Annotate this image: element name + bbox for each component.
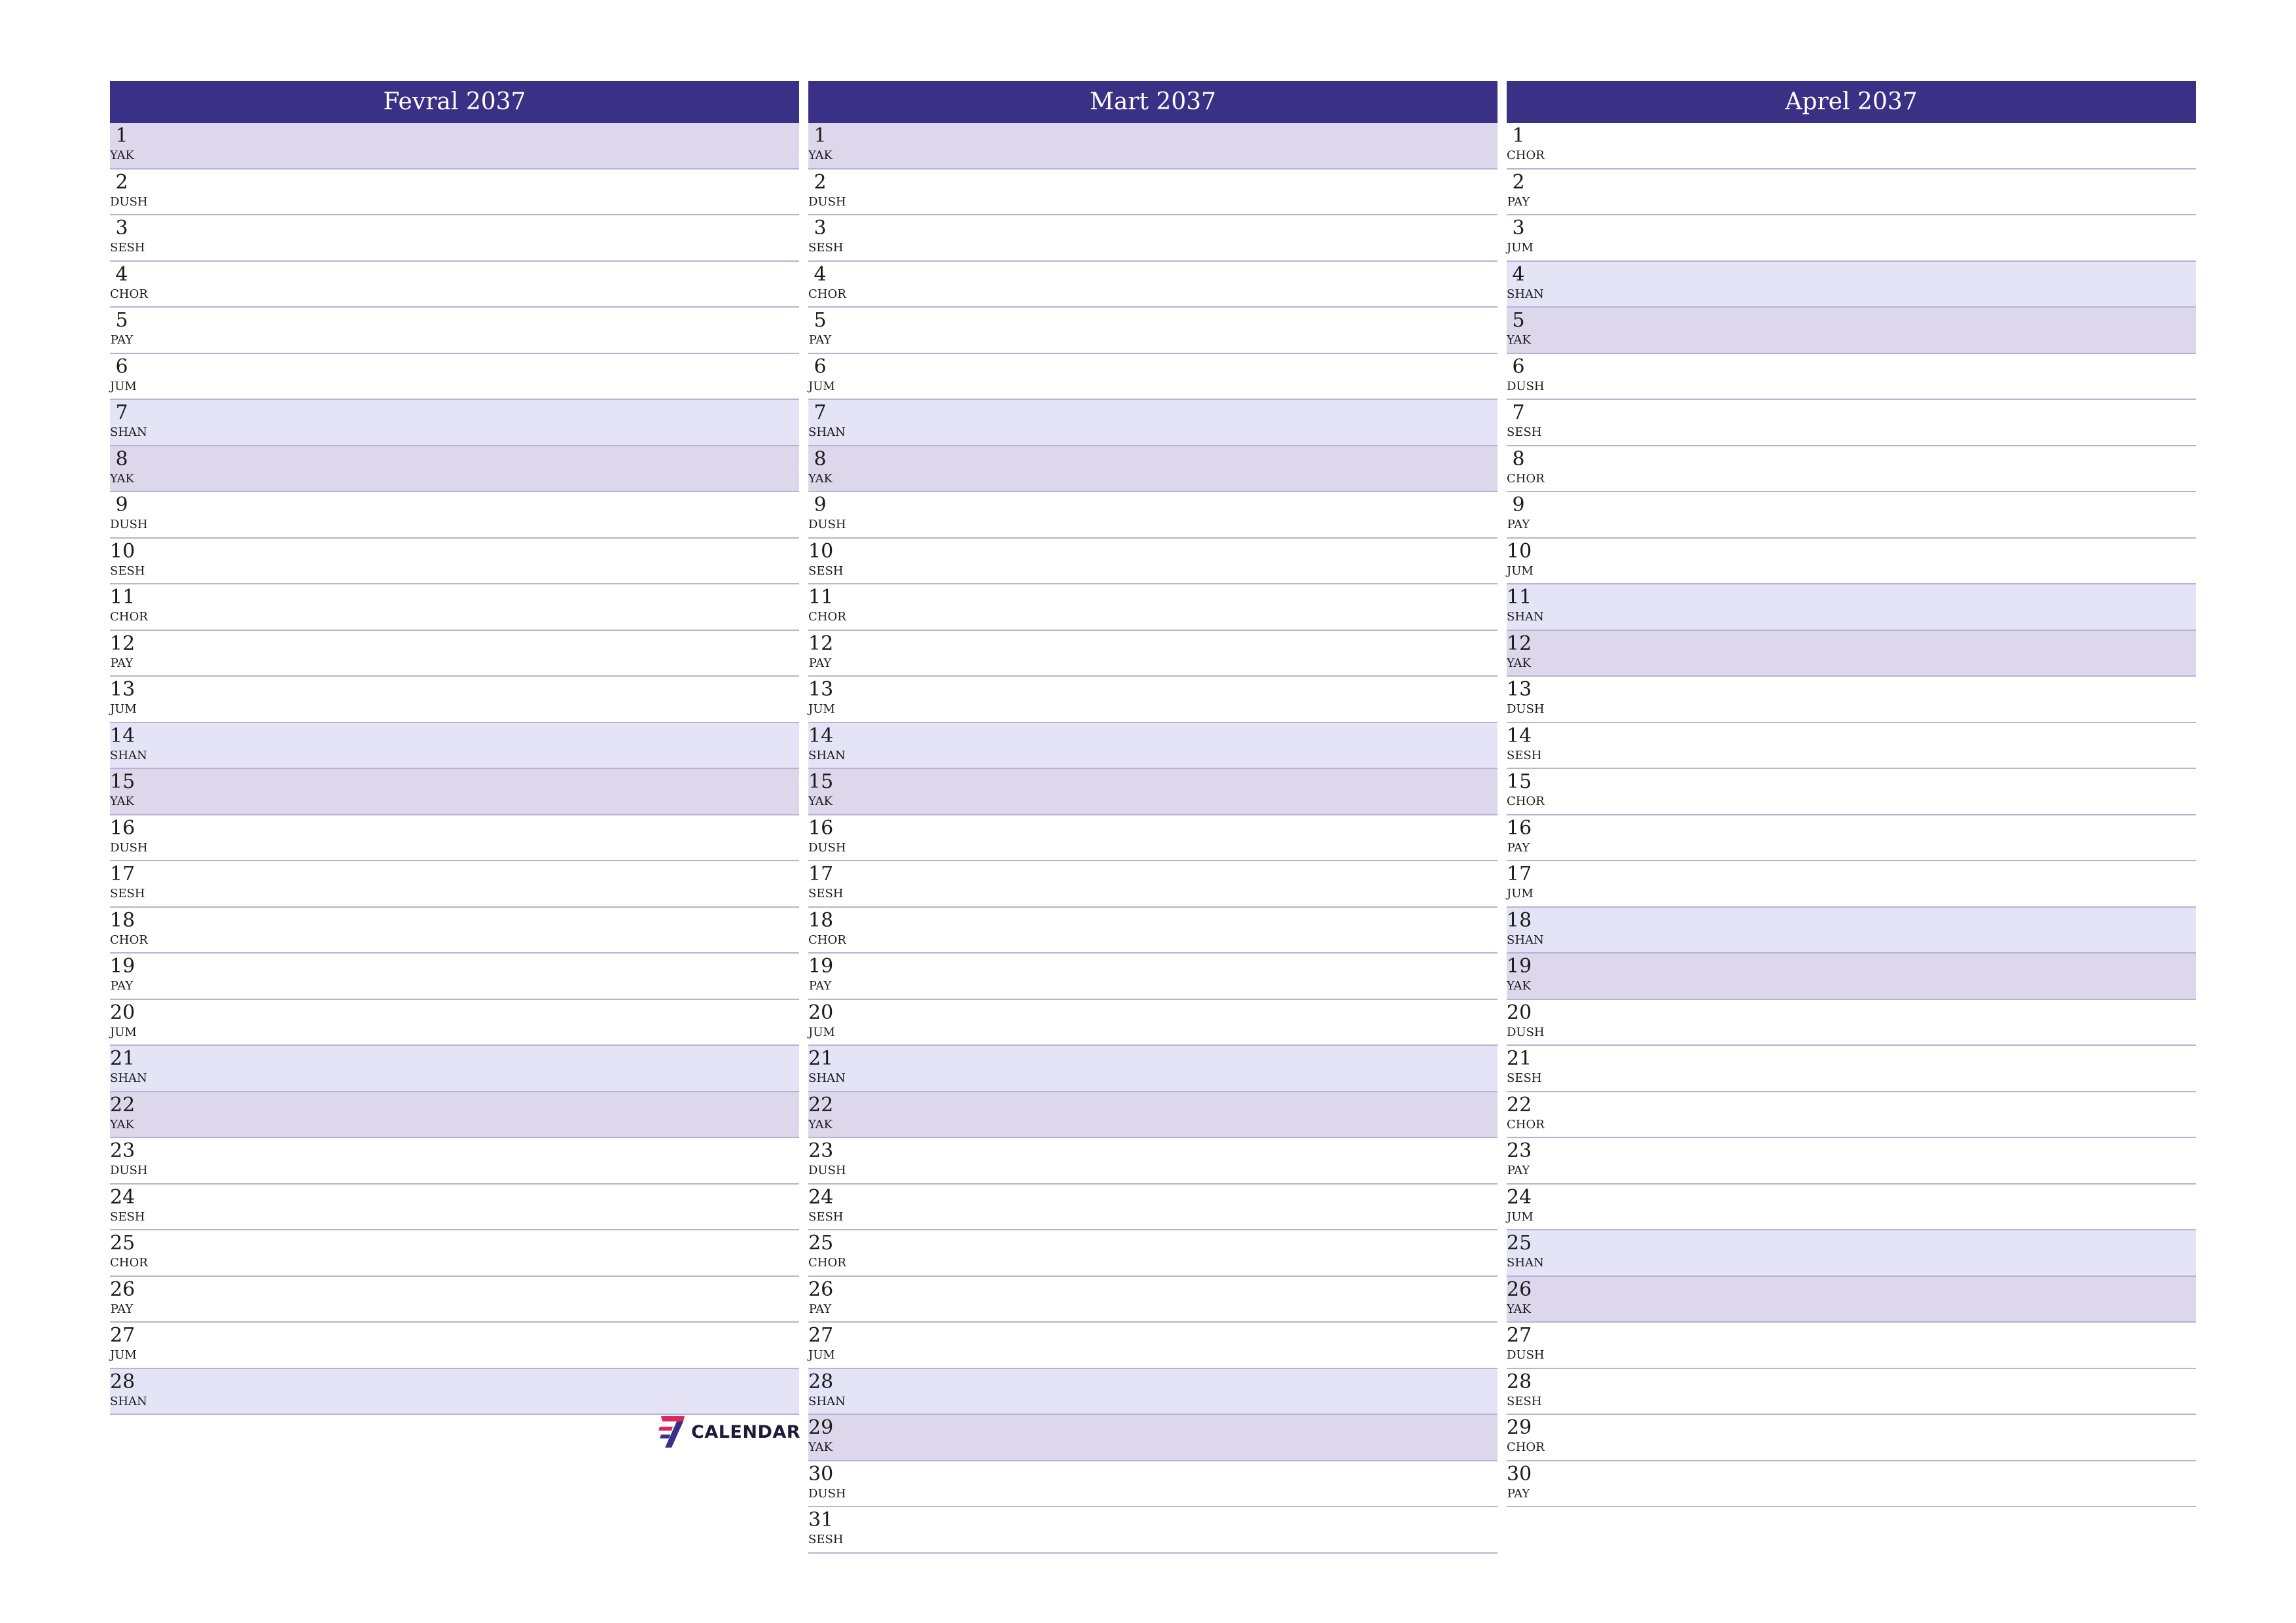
day-row (110, 723, 799, 770)
day-number: 3 (115, 217, 128, 240)
day-of-week: SHAN (1507, 287, 1544, 301)
day-of-week: SHAN (110, 748, 147, 762)
day-number: 13 (1507, 678, 1532, 701)
day-of-week: PAY (110, 333, 134, 347)
day-row (110, 861, 799, 908)
day-of-week: DUSH (110, 518, 148, 531)
day-row (1507, 308, 2196, 354)
day-row (808, 262, 1498, 308)
day-of-week: PAY (1507, 518, 1530, 531)
day-number: 29 (808, 1416, 834, 1439)
day-of-week: SESH (110, 887, 145, 901)
day-number: 18 (110, 908, 135, 932)
day-row (808, 492, 1498, 539)
day-of-week: YAK (1507, 979, 1531, 993)
day-row (808, 1507, 1498, 1554)
day-row (110, 1277, 799, 1323)
day-of-week: PAY (808, 979, 832, 993)
day-of-week: DUSH (1507, 1025, 1545, 1039)
day-row (808, 400, 1498, 446)
day-row (808, 723, 1498, 770)
day-row (1507, 1415, 2196, 1461)
day-row (110, 123, 799, 169)
day-of-week: JUM (808, 1348, 835, 1362)
day-of-week: PAY (1507, 194, 1530, 209)
day-of-week: JUM (110, 379, 137, 393)
day-number: 22 (808, 1093, 834, 1116)
day-number: 26 (110, 1277, 135, 1301)
day-number: 27 (1507, 1324, 1532, 1347)
day-row (1507, 815, 2196, 862)
day-of-week: SHAN (808, 748, 846, 762)
day-row (1507, 215, 2196, 262)
day-number: 25 (808, 1232, 834, 1255)
day-row (808, 1000, 1498, 1046)
day-of-week: JUM (110, 1348, 137, 1362)
day-row (808, 1461, 1498, 1508)
day-of-week: SESH (110, 241, 145, 255)
day-row (808, 1415, 1498, 1461)
day-of-week: DUSH (808, 518, 846, 531)
day-number: 14 (808, 724, 834, 747)
day-number: 17 (1507, 863, 1532, 885)
month-title: Mart 2037 (808, 81, 1498, 123)
day-row (110, 677, 799, 723)
day-of-week: SESH (808, 1209, 844, 1224)
day-of-week: YAK (808, 471, 833, 486)
day-row (1507, 1000, 2196, 1046)
day-row (1507, 1230, 2196, 1277)
day-row (1507, 400, 2196, 446)
day-of-week: JUM (808, 379, 835, 393)
day-of-week: CHOR (808, 1256, 846, 1270)
day-of-week: SESH (808, 1533, 844, 1546)
day-number: 28 (1507, 1370, 1532, 1393)
day-row (110, 1138, 799, 1185)
logo-text: CALENDAR (691, 1421, 801, 1442)
day-number: 27 (110, 1324, 135, 1347)
day-row (110, 1185, 799, 1231)
day-row (808, 1046, 1498, 1092)
day-row (1507, 677, 2196, 723)
day-of-week: DUSH (808, 1486, 846, 1501)
day-number: 14 (1507, 724, 1532, 747)
day-row (110, 769, 799, 815)
day-of-week: SESH (1507, 1071, 1542, 1085)
day-number: 29 (1507, 1416, 1532, 1439)
month-column-april (1507, 81, 2196, 1507)
day-number: 19 (1507, 955, 1532, 978)
day-row (110, 446, 799, 493)
day-of-week: CHOR (1507, 1440, 1545, 1454)
day-number: 16 (110, 816, 135, 840)
day-of-week: DUSH (1507, 379, 1545, 393)
day-row (1507, 1369, 2196, 1416)
day-number: 12 (1507, 632, 1532, 655)
day-number: 22 (1507, 1093, 1532, 1116)
day-row (1507, 354, 2196, 401)
day-number: 8 (1512, 447, 1525, 471)
day-of-week: PAY (808, 656, 832, 670)
day-of-week: SHAN (110, 425, 147, 439)
day-number: 16 (808, 816, 834, 840)
day-of-week: SESH (110, 563, 145, 578)
day-number: 28 (110, 1370, 135, 1393)
day-row (808, 1323, 1498, 1369)
day-of-week: CHOR (1507, 794, 1545, 808)
day-number: 21 (110, 1047, 135, 1070)
day-number: 18 (808, 908, 834, 932)
day-number: 3 (814, 217, 827, 240)
day-row (808, 769, 1498, 815)
day-number: 11 (1507, 586, 1532, 609)
day-number: 18 (1507, 908, 1532, 932)
day-number: 14 (110, 724, 135, 747)
day-number: 1 (115, 124, 128, 147)
day-of-week: PAY (110, 656, 134, 670)
day-row (110, 354, 799, 401)
day-of-week: SHAN (1507, 1256, 1544, 1270)
month-title: Fevral 2037 (110, 81, 799, 123)
day-row (110, 954, 799, 1000)
day-of-week: JUM (1507, 1209, 1534, 1224)
day-of-week: JUM (808, 702, 835, 716)
day-row (1507, 1277, 2196, 1323)
day-row (1507, 584, 2196, 631)
day-of-week: JUM (1507, 563, 1534, 578)
day-of-week: JUM (110, 702, 137, 716)
day-number: 30 (1507, 1462, 1532, 1486)
day-number: 26 (808, 1277, 834, 1301)
day-row (808, 1138, 1498, 1185)
day-number: 12 (808, 632, 834, 655)
day-row (1507, 954, 2196, 1000)
day-row (808, 1185, 1498, 1231)
day-of-week: YAK (110, 149, 134, 162)
day-row (1507, 1138, 2196, 1185)
day-number: 25 (110, 1232, 135, 1255)
day-number: 2 (1512, 170, 1525, 194)
day-of-week: SHAN (808, 1394, 846, 1408)
day-number: 7 (1512, 401, 1525, 424)
day-of-week: CHOR (808, 933, 846, 947)
day-of-week: DUSH (110, 194, 148, 209)
day-row (110, 262, 799, 308)
day-row (110, 908, 799, 954)
day-number: 10 (808, 539, 834, 563)
day-number: 31 (808, 1508, 834, 1531)
day-row (808, 954, 1498, 1000)
day-row (808, 308, 1498, 354)
day-row (110, 1000, 799, 1046)
day-number: 27 (808, 1324, 834, 1347)
day-of-week: YAK (1507, 333, 1531, 347)
day-number: 4 (115, 262, 128, 286)
day-of-week: PAY (110, 979, 134, 993)
day-row (808, 446, 1498, 493)
month-column-february (110, 81, 799, 1415)
day-row (808, 631, 1498, 677)
day-number: 16 (1507, 816, 1532, 840)
day-number: 12 (110, 632, 135, 655)
day-of-week: YAK (808, 794, 833, 808)
day-row (808, 123, 1498, 169)
day-of-week: YAK (808, 1440, 833, 1454)
day-row (808, 169, 1498, 216)
day-row (808, 1230, 1498, 1277)
day-number: 6 (814, 355, 827, 378)
day-of-week: PAY (110, 1302, 134, 1316)
day-number: 15 (808, 770, 834, 793)
day-row (110, 539, 799, 585)
day-number: 20 (1507, 1001, 1532, 1024)
day-row (110, 631, 799, 677)
day-number: 1 (1512, 124, 1525, 147)
day-number: 19 (110, 955, 135, 978)
day-of-week: CHOR (1507, 1117, 1545, 1132)
day-number: 24 (808, 1185, 834, 1209)
day-number: 28 (808, 1370, 834, 1393)
day-of-week: SESH (808, 241, 844, 255)
day-of-week: SHAN (808, 425, 846, 439)
day-row (110, 169, 799, 216)
day-list (808, 123, 1498, 1554)
day-number: 7 (115, 401, 128, 424)
day-row (808, 215, 1498, 262)
calendar-logo (657, 1414, 800, 1450)
day-number: 4 (814, 262, 827, 286)
day-number: 21 (1507, 1047, 1532, 1070)
day-row (110, 1230, 799, 1277)
day-row (1507, 123, 2196, 169)
day-of-week: PAY (1507, 1164, 1530, 1177)
day-row (1507, 262, 2196, 308)
day-row (808, 861, 1498, 908)
day-of-week: PAY (808, 333, 832, 347)
day-row (808, 1092, 1498, 1139)
day-of-week: CHOR (110, 1256, 148, 1270)
day-of-week: YAK (110, 794, 134, 808)
day-of-week: DUSH (110, 1164, 148, 1177)
day-of-week: SESH (1507, 1394, 1542, 1408)
day-row (110, 584, 799, 631)
day-of-week: YAK (110, 471, 134, 486)
day-of-week: DUSH (110, 840, 148, 855)
day-row (1507, 1323, 2196, 1369)
month-title: Aprel 2037 (1507, 81, 2196, 123)
day-of-week: SHAN (110, 1394, 147, 1408)
day-row (1507, 169, 2196, 216)
day-number: 7 (814, 401, 827, 424)
day-number: 10 (1507, 539, 1532, 563)
day-row (1507, 769, 2196, 815)
day-row (1507, 1185, 2196, 1231)
day-number: 3 (1512, 217, 1525, 240)
day-row (808, 584, 1498, 631)
day-row (110, 1046, 799, 1092)
day-number: 13 (110, 678, 135, 701)
day-row (1507, 631, 2196, 677)
day-of-week: YAK (1507, 1302, 1531, 1316)
day-number: 24 (110, 1185, 135, 1209)
day-of-week: DUSH (808, 194, 846, 209)
day-number: 9 (115, 493, 128, 516)
day-row (110, 1092, 799, 1139)
day-number: 5 (115, 309, 128, 332)
day-row (1507, 861, 2196, 908)
day-of-week: PAY (1507, 1486, 1530, 1501)
day-row (110, 1369, 799, 1416)
day-row (808, 815, 1498, 862)
day-of-week: YAK (808, 1117, 833, 1132)
day-number: 6 (115, 355, 128, 378)
day-number: 21 (808, 1047, 834, 1070)
day-of-week: SESH (110, 1209, 145, 1224)
day-number: 2 (814, 170, 827, 194)
day-number: 8 (115, 447, 128, 471)
day-number: 22 (110, 1093, 135, 1116)
day-of-week: YAK (1507, 656, 1531, 670)
day-number: 19 (808, 955, 834, 978)
day-of-week: DUSH (1507, 702, 1545, 716)
day-of-week: CHOR (110, 610, 148, 624)
day-number: 30 (808, 1462, 834, 1486)
day-row (808, 1277, 1498, 1323)
day-of-week: SHAN (1507, 933, 1544, 947)
day-of-week: CHOR (808, 610, 846, 624)
day-of-week: SESH (1507, 425, 1542, 439)
day-row (110, 400, 799, 446)
day-number: 11 (110, 586, 135, 609)
day-number: 2 (115, 170, 128, 194)
day-of-week: DUSH (808, 840, 846, 855)
day-row (110, 215, 799, 262)
day-number: 23 (1507, 1139, 1532, 1162)
day-of-week: CHOR (110, 287, 148, 301)
day-row (1507, 908, 2196, 954)
day-number: 17 (110, 863, 135, 885)
day-row (1507, 1046, 2196, 1092)
day-number: 6 (1512, 355, 1525, 378)
day-number: 23 (808, 1139, 834, 1162)
day-number: 11 (808, 586, 834, 609)
day-list (1507, 123, 2196, 1507)
day-number: 15 (1507, 770, 1532, 793)
day-list (110, 123, 799, 1415)
day-row (808, 354, 1498, 401)
day-number: 15 (110, 770, 135, 793)
day-row (1507, 1092, 2196, 1139)
day-row (110, 815, 799, 862)
day-row (110, 492, 799, 539)
month-column-march (808, 81, 1498, 1554)
day-of-week: JUM (808, 1025, 835, 1039)
day-row (808, 677, 1498, 723)
day-of-week: SESH (808, 563, 844, 578)
day-of-week: CHOR (808, 287, 846, 301)
day-row (1507, 446, 2196, 493)
day-number: 20 (808, 1001, 834, 1024)
day-number: 1 (814, 124, 827, 147)
day-number: 4 (1512, 262, 1525, 286)
day-row (808, 539, 1498, 585)
day-number: 17 (808, 863, 834, 885)
day-row (1507, 492, 2196, 539)
seven-logo-icon (657, 1414, 686, 1450)
day-of-week: SHAN (808, 1071, 846, 1085)
day-row (1507, 539, 2196, 585)
day-row (1507, 1461, 2196, 1508)
day-of-week: YAK (110, 1117, 134, 1132)
day-of-week: SHAN (110, 1071, 147, 1085)
day-row (110, 308, 799, 354)
day-row (110, 1323, 799, 1369)
day-of-week: JUM (1507, 241, 1534, 255)
day-row (808, 908, 1498, 954)
day-of-week: SESH (808, 887, 844, 901)
day-number: 25 (1507, 1232, 1532, 1255)
day-of-week: JUM (110, 1025, 137, 1039)
day-of-week: CHOR (1507, 471, 1545, 486)
day-row (808, 1369, 1498, 1416)
day-number: 9 (1512, 493, 1525, 516)
day-number: 5 (1512, 309, 1525, 332)
day-number: 20 (110, 1001, 135, 1024)
day-of-week: YAK (808, 149, 833, 162)
day-of-week: DUSH (808, 1164, 846, 1177)
day-of-week: PAY (808, 1302, 832, 1316)
day-of-week: PAY (1507, 840, 1530, 855)
day-number: 8 (814, 447, 827, 471)
day-of-week: JUM (1507, 887, 1534, 901)
day-number: 26 (1507, 1277, 1532, 1301)
day-of-week: CHOR (110, 933, 148, 947)
day-of-week: SESH (1507, 748, 1542, 762)
day-number: 24 (1507, 1185, 1532, 1209)
day-of-week: CHOR (1507, 149, 1545, 162)
day-number: 10 (110, 539, 135, 563)
day-number: 13 (808, 678, 834, 701)
day-number: 9 (814, 493, 827, 516)
day-row (1507, 723, 2196, 770)
day-of-week: SHAN (1507, 610, 1544, 624)
day-of-week: DUSH (1507, 1348, 1545, 1362)
day-number: 23 (110, 1139, 135, 1162)
day-number: 5 (814, 309, 827, 332)
